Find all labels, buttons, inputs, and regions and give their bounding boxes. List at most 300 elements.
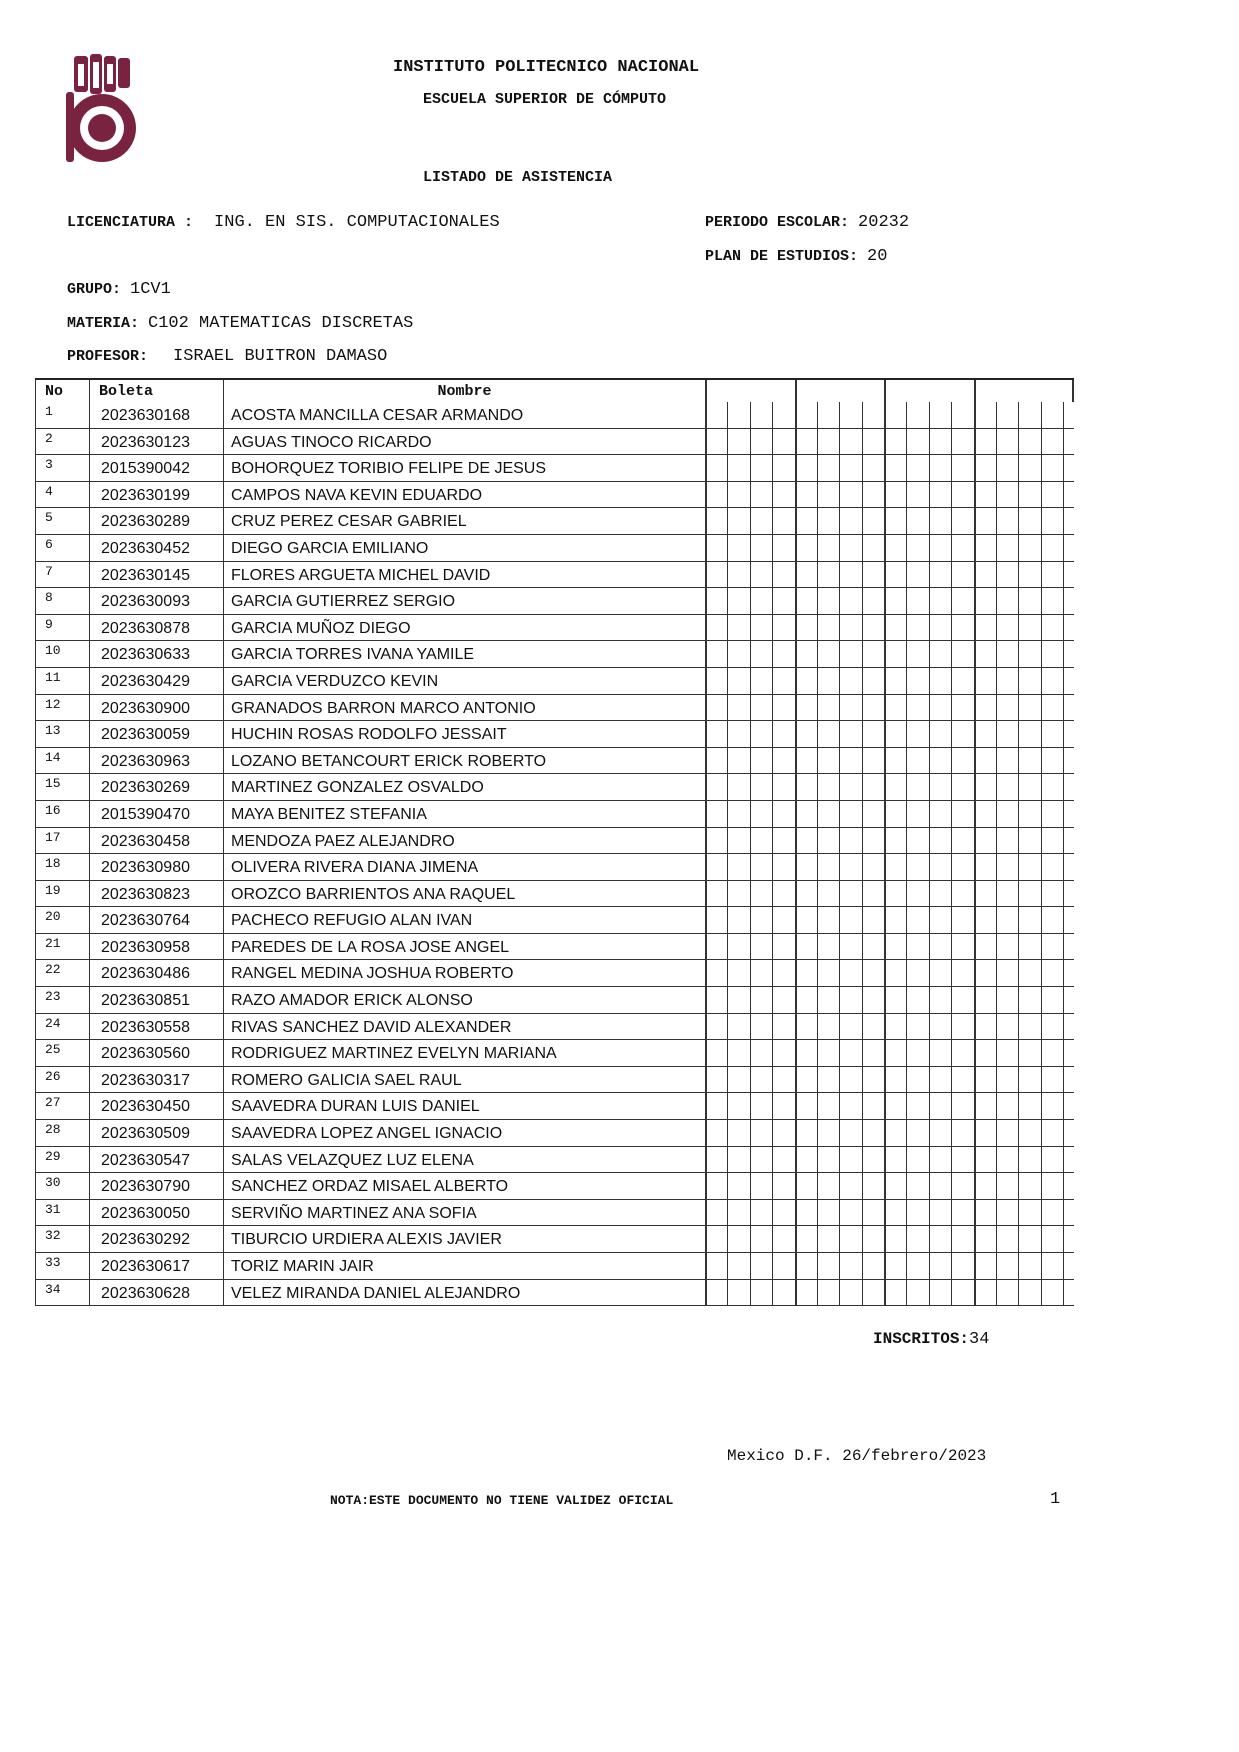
grid-line: [862, 535, 863, 561]
cell-no: [35, 668, 89, 694]
row-nombre: RAZO AMADOR ERICK ALONSO: [231, 992, 473, 1010]
grid-line: [839, 1120, 840, 1146]
grid-line: [974, 1120, 976, 1146]
grid-line: [727, 881, 728, 907]
cell-nombre: [223, 828, 705, 854]
row-number: 8: [45, 590, 53, 606]
grid-line: [951, 615, 952, 641]
cell-nombre: [223, 774, 705, 800]
row-number: 4: [45, 483, 53, 499]
cell-nombre: [223, 721, 705, 747]
grid-line: [884, 380, 886, 402]
grid-line: [996, 641, 997, 667]
grid-line: [1063, 1093, 1064, 1119]
grid-line: [974, 1093, 976, 1119]
grid-line: [951, 1014, 952, 1040]
grid-line: [884, 402, 886, 428]
grid-line: [929, 402, 930, 428]
cell-boleta: [89, 641, 223, 667]
grid-line: [884, 1253, 886, 1279]
cell-boleta: [89, 615, 223, 641]
row-nombre: ROMERO GALICIA SAEL RAUL: [231, 1071, 462, 1089]
grid-line: [1018, 748, 1019, 774]
grid-line: [929, 721, 930, 747]
grid-line: [1063, 562, 1064, 588]
grupo-value: 1CV1: [130, 280, 171, 299]
grid-line: [906, 987, 907, 1013]
plan-line: [705, 247, 887, 266]
attendance-grid: [705, 881, 1074, 907]
grid-line: [951, 881, 952, 907]
grid-line: [974, 615, 976, 641]
grid-line: [839, 960, 840, 986]
grid-line: [772, 641, 773, 667]
grid-line: [929, 1120, 930, 1146]
grid-line: [974, 455, 976, 481]
inscritos-label: INSCRITOS:: [873, 1330, 970, 1348]
grid-line: [772, 1147, 773, 1173]
row-nombre: VELEZ MIRANDA DANIEL ALEJANDRO: [231, 1284, 521, 1302]
grid-line: [817, 1040, 818, 1066]
grid-line: [750, 641, 751, 667]
grid-line: [750, 1173, 751, 1199]
grid-line: [705, 774, 707, 800]
table-row: [35, 854, 1074, 881]
grid-line: [974, 748, 976, 774]
grid-line: [1041, 615, 1042, 641]
grid-line: [839, 1253, 840, 1279]
attendance-grid: [705, 748, 1074, 774]
cell-no: [35, 1200, 89, 1226]
grid-line: [795, 828, 797, 854]
grid-line: [951, 402, 952, 428]
table-row: [35, 1200, 1074, 1227]
cell-boleta: [89, 588, 223, 614]
grid-line: [1041, 1120, 1042, 1146]
grid-line: [1041, 721, 1042, 747]
grid-line: [705, 482, 707, 508]
cell-boleta: [89, 907, 223, 933]
row-nombre: LOZANO BETANCOURT ERICK ROBERTO: [231, 752, 547, 770]
grid-line: [795, 588, 797, 614]
grid-line: [817, 641, 818, 667]
grid-line: [929, 1253, 930, 1279]
grid-line: [929, 535, 930, 561]
attendance-grid: [705, 774, 1074, 800]
attendance-grid: [705, 1226, 1074, 1252]
grid-line: [772, 535, 773, 561]
cell-no: [35, 429, 89, 455]
table-row: [35, 588, 1074, 615]
grid-line: [1041, 1014, 1042, 1040]
grid-line: [1018, 1067, 1019, 1093]
grid-line: [884, 562, 886, 588]
cell-no: [35, 1014, 89, 1040]
table-row: [35, 535, 1074, 562]
cell-no: [35, 1280, 89, 1306]
grid-line: [1063, 402, 1064, 428]
grid-line: [906, 1120, 907, 1146]
grid-line: [727, 429, 728, 455]
grid-line: [817, 1226, 818, 1252]
row-number: 32: [45, 1228, 61, 1244]
row-boleta: 2023630450: [101, 1098, 190, 1116]
grid-line: [705, 1067, 707, 1093]
grid-line: [1041, 1173, 1042, 1199]
attendance-grid: [705, 907, 1074, 933]
header-no: No: [45, 383, 64, 400]
grid-line: [750, 1200, 751, 1226]
row-nombre: OLIVERA RIVERA DIANA JIMENA: [231, 859, 479, 877]
grid-line: [795, 641, 797, 667]
cell-boleta: [89, 1253, 223, 1279]
grid-line: [795, 402, 797, 428]
grid-line: [974, 641, 976, 667]
cell-no: [35, 960, 89, 986]
row-boleta: 2023630059: [101, 726, 190, 744]
row-boleta: 2023630963: [101, 752, 190, 770]
cell-boleta: [89, 801, 223, 827]
grid-line: [929, 881, 930, 907]
grid-line: [839, 1067, 840, 1093]
grid-line: [705, 455, 707, 481]
table-row: [35, 987, 1074, 1014]
grid-line: [951, 1147, 952, 1173]
cell-boleta: [89, 562, 223, 588]
row-nombre: RANGEL MEDINA JOSHUA ROBERTO: [231, 965, 514, 983]
grid-line: [1063, 695, 1064, 721]
row-nombre: GARCIA VERDUZCO KEVIN: [231, 672, 439, 690]
grid-line: [1041, 960, 1042, 986]
grid-line: [996, 1120, 997, 1146]
attendance-grid: [705, 1120, 1074, 1146]
grid-line: [906, 774, 907, 800]
row-nombre: BOHORQUEZ TORIBIO FELIPE DE JESUS: [231, 460, 547, 478]
cell-no: [35, 615, 89, 641]
grid-line: [929, 1093, 930, 1119]
row-boleta: 2023630617: [101, 1258, 190, 1275]
grid-line: [884, 1200, 886, 1226]
grid-line: [906, 1040, 907, 1066]
grid-line: [929, 748, 930, 774]
grid-line: [996, 1093, 997, 1119]
row-nombre: ACOSTA MANCILLA CESAR ARMANDO: [231, 407, 524, 424]
row-number: 11: [45, 669, 61, 685]
grid-line: [772, 748, 773, 774]
grid-line: [884, 1226, 886, 1252]
grid-line: [996, 1014, 997, 1040]
table-row: [35, 1093, 1074, 1120]
grid-line: [817, 1173, 818, 1199]
grid-line: [1063, 429, 1064, 455]
grid-line: [817, 854, 818, 880]
cell-no: [35, 1253, 89, 1279]
cell-nombre: [223, 1200, 705, 1226]
grid-line: [795, 1173, 797, 1199]
grid-line: [750, 854, 751, 880]
grid-line: [974, 1226, 976, 1252]
grid-line: [795, 1120, 797, 1146]
cell-boleta: [89, 828, 223, 854]
row-boleta: 2023630980: [101, 859, 190, 877]
grid-line: [795, 1253, 797, 1279]
header-nombre: Nombre: [437, 383, 492, 400]
grid-line: [974, 1147, 976, 1173]
grid-line: [705, 615, 707, 641]
grid-line: [839, 455, 840, 481]
grid-line: [996, 987, 997, 1013]
grid-line: [951, 668, 952, 694]
grid-line: [839, 402, 840, 428]
table-row: [35, 562, 1074, 589]
grid-line: [1018, 641, 1019, 667]
grid-line: [750, 1014, 751, 1040]
row-boleta: 2023630558: [101, 1018, 190, 1036]
grid-line: [839, 1093, 840, 1119]
row-number: 6: [45, 536, 53, 552]
row-number: 18: [45, 856, 61, 872]
grid-line: [795, 380, 797, 402]
row-number: 3: [45, 457, 53, 473]
grid-line: [884, 721, 886, 747]
grid-line: [839, 748, 840, 774]
grupo-line: [67, 280, 171, 299]
grid-line: [727, 907, 728, 933]
grid-line: [705, 721, 707, 747]
grid-line: [1063, 854, 1064, 880]
grid-line: [996, 828, 997, 854]
grid-line: [839, 695, 840, 721]
cell-nombre: [223, 508, 705, 534]
grid-line: [1041, 1093, 1042, 1119]
grid-line: [727, 482, 728, 508]
grid-line: [951, 801, 952, 827]
grid-line: [862, 1067, 863, 1093]
header-boleta: Boleta: [99, 383, 154, 400]
grid-line: [817, 1200, 818, 1226]
grid-line: [884, 429, 886, 455]
grid-line: [795, 508, 797, 534]
row-nombre: SALAS VELAZQUEZ LUZ ELENA: [231, 1151, 474, 1169]
grid-line: [929, 1226, 930, 1252]
grid-line: [727, 1173, 728, 1199]
grid-line: [1018, 402, 1019, 428]
grid-line: [862, 1253, 863, 1279]
grid-line: [839, 429, 840, 455]
attendance-grid: [705, 562, 1074, 588]
grid-line: [817, 828, 818, 854]
grid-line: [884, 1014, 886, 1040]
cell-no: [35, 1067, 89, 1093]
row-number: 22: [45, 962, 61, 978]
row-boleta: 2023630292: [101, 1231, 190, 1249]
grid-line: [1018, 1147, 1019, 1173]
document-title: LISTADO DE ASISTENCIA: [423, 169, 613, 186]
cell-no: [35, 482, 89, 508]
row-number: 17: [45, 829, 61, 845]
grid-line: [1041, 987, 1042, 1013]
grid-line: [974, 721, 976, 747]
grid-line: [1018, 1200, 1019, 1226]
row-boleta: 2023630269: [101, 779, 190, 797]
row-number: 14: [45, 749, 61, 765]
grid-line: [727, 1280, 728, 1306]
grid-line: [750, 1226, 751, 1252]
grid-line: [1041, 695, 1042, 721]
grid-line: [862, 960, 863, 986]
grid-line: [705, 668, 707, 694]
cell-nombre: [223, 1226, 705, 1252]
grid-line: [1063, 987, 1064, 1013]
grid-line: [996, 455, 997, 481]
grid-line: [1041, 641, 1042, 667]
cell-nombre: [223, 1067, 705, 1093]
grid-line: [929, 801, 930, 827]
grid-line: [1018, 455, 1019, 481]
grid-line: [772, 1067, 773, 1093]
grid-line: [1018, 1093, 1019, 1119]
grid-line: [974, 482, 976, 508]
grid-line: [906, 455, 907, 481]
cell-boleta: [89, 535, 223, 561]
row-boleta: 2023630429: [101, 672, 190, 690]
grid-line: [862, 695, 863, 721]
grid-line: [996, 1280, 997, 1306]
grid-line: [884, 1067, 886, 1093]
grid-line: [906, 695, 907, 721]
grid-line: [839, 535, 840, 561]
row-nombre: CRUZ PEREZ CESAR GABRIEL: [231, 513, 467, 531]
grid-line: [795, 1226, 797, 1252]
cell-boleta: [89, 1120, 223, 1146]
grid-line: [951, 721, 952, 747]
grid-line: [795, 881, 797, 907]
row-boleta: 2023630790: [101, 1178, 190, 1196]
grid-line: [772, 1226, 773, 1252]
row-number: 7: [45, 563, 53, 579]
grid-line: [839, 828, 840, 854]
row-number: 5: [45, 510, 53, 526]
grid-line: [862, 881, 863, 907]
grid-line: [862, 1040, 863, 1066]
grid-line: [884, 641, 886, 667]
grid-line: [705, 748, 707, 774]
grid-line: [951, 854, 952, 880]
cell-boleta: [89, 1280, 223, 1306]
grid-line: [750, 1093, 751, 1119]
cell-boleta: [89, 1226, 223, 1252]
grid-line: [795, 748, 797, 774]
grid-line: [1041, 1067, 1042, 1093]
cell-boleta: [89, 721, 223, 747]
grid-line: [996, 1147, 997, 1173]
row-nombre: CAMPOS NAVA KEVIN EDUARDO: [231, 486, 483, 504]
table-row: [35, 615, 1074, 642]
grid-line: [906, 1173, 907, 1199]
table-row: [35, 695, 1074, 722]
grid-line: [772, 960, 773, 986]
row-boleta: 2023630764: [101, 912, 190, 930]
attendance-grid: [705, 535, 1074, 561]
grid-line: [929, 482, 930, 508]
grid-line: [884, 1093, 886, 1119]
cell-nombre: [223, 801, 705, 827]
table-row: [35, 828, 1074, 855]
grid-line: [1018, 854, 1019, 880]
grid-line: [705, 535, 707, 561]
cell-nombre: [223, 535, 705, 561]
grid-line: [1018, 668, 1019, 694]
cell-nombre: [223, 1093, 705, 1119]
grid-line: [1063, 934, 1064, 960]
grid-line: [1063, 535, 1064, 561]
grid-line: [1063, 801, 1064, 827]
cell-boleta: [89, 1040, 223, 1066]
row-number: 20: [45, 909, 61, 925]
cell-boleta: [89, 508, 223, 534]
row-boleta: 2023630851: [101, 992, 190, 1010]
grid-line: [795, 1067, 797, 1093]
grid-line: [817, 1147, 818, 1173]
grid-line: [1041, 801, 1042, 827]
cell-no: [35, 455, 89, 481]
grid-line: [884, 987, 886, 1013]
grid-line: [906, 1014, 907, 1040]
row-boleta: 2023630093: [101, 593, 190, 611]
grid-line: [839, 934, 840, 960]
row-number: 21: [45, 935, 61, 951]
row-boleta: 2023630145: [101, 566, 190, 584]
grid-line: [906, 588, 907, 614]
grid-line: [1041, 535, 1042, 561]
cell-nombre: [223, 907, 705, 933]
grid-line: [1018, 562, 1019, 588]
grid-line: [862, 1147, 863, 1173]
grid-line: [1063, 828, 1064, 854]
grid-line: [750, 402, 751, 428]
cell-no: [35, 934, 89, 960]
grid-line: [839, 482, 840, 508]
grid-line: [1041, 508, 1042, 534]
grid-line: [772, 1280, 773, 1306]
grid-line: [1063, 1173, 1064, 1199]
grid-line: [1018, 1173, 1019, 1199]
grid-line: [996, 1067, 997, 1093]
grid-line: [705, 1147, 707, 1173]
table-row: [35, 1120, 1074, 1147]
cell-boleta: [89, 429, 223, 455]
grid-line: [884, 934, 886, 960]
table-row: [35, 801, 1074, 828]
grid-line: [750, 588, 751, 614]
grid-line: [884, 668, 886, 694]
grid-line: [817, 562, 818, 588]
grid-line: [750, 881, 751, 907]
grid-line: [951, 535, 952, 561]
table-body: [35, 402, 1074, 1306]
row-nombre: MENDOZA PAEZ ALEJANDRO: [231, 832, 455, 850]
cell-boleta: [89, 482, 223, 508]
row-nombre: OROZCO BARRIENTOS ANA RAQUEL: [231, 885, 516, 903]
table-row: [35, 1253, 1074, 1280]
grupo-label: GRUPO:: [67, 281, 122, 298]
grid-line: [974, 881, 976, 907]
row-number: 13: [45, 723, 61, 739]
attendance-grid: [705, 455, 1074, 481]
grid-line: [1063, 907, 1064, 933]
grid-line: [727, 1147, 728, 1173]
cell-nombre: [223, 1147, 705, 1173]
